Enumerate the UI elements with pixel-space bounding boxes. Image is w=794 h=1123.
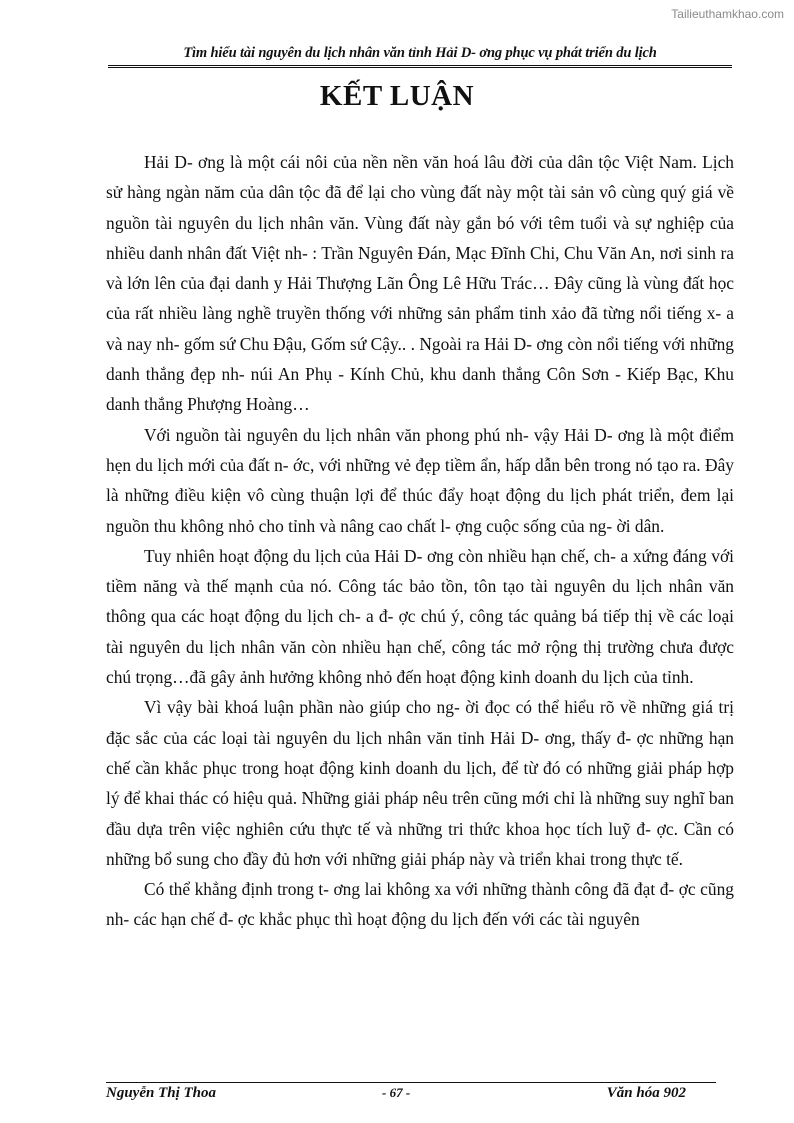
- page-footer: [106, 1085, 716, 1107]
- body-text: [106, 147, 734, 935]
- paragraph: Có thể khẳng định trong t- ơng lai không xa với những thành công đã đạt đ- ợc cũng nh- các hạn chế đ- ợc khắc phục thì hoạt động du lịch đến với các tài nguyên: [106, 879, 734, 930]
- footer-divider: [106, 1082, 716, 1083]
- footer-author: Nguyễn Thị Thoa: [106, 1085, 217, 1101]
- paragraph: Vì vậy bài khoá luận phần nào giúp cho ng- ời đọc có thể hiểu rõ về những giá trị đặc sắc của các loại tài nguyên du lịch nhân văn tỉnh Hải D- ơng, thấy đ- ợc những hạn chế cần khắc phục trong hoạt động kinh doanh du lịch, để từ đó có những giải pháp hợp lý để khai thác có hiệu quả. Những giải pháp nêu trên cũng mới chỉ là những suy nghĩ ban đầu dựa trên việc nghiên cứu thực tế và những tri thức khoa học tích luỹ đ- ợc. Cần có những bổ sung cho đầy đủ hơn với những giải pháp này và triển khai trong thực tế.: [106, 697, 734, 869]
- paragraph: Hải D- ơng là một cái nôi của nền nền văn hoá lâu đời của dân tộc Việt Nam. Lịch sử hàng ngàn năm của dân tộc đã để lại cho vùng đất này một tài sản vô cùng quý giá về nguồn tài nguyên du lịch nhân văn. Vùng đất này gắn bó với têm tuổi và sự nghiệp của nhiều danh nhân đất Việt nh- : Trần Nguyên Đán, Mạc Đĩnh Chi, Chu Văn An, nơi sinh ra và lớn lên của đại danh y Hải Thượng Lãn Ông Lê Hữu Trác… Đây cũng là vùng đất học của rất nhiều làng nghề truyền thống với những sản phẩm tinh xảo đã từng nổi tiếng x- a và nay nh- gốm sứ Chu Đậu, Gốm sứ Cậy.. . Ngoài ra Hải D- ơng còn nổi tiếng với những danh thắng đẹp nh- núi An Phụ - Kính Chủ, khu danh thắng Côn Sơn - Kiếp Bạc, Khu danh thắng Phượng Hoàng…: [106, 152, 734, 415]
- running-header: Tìm hiểu tài nguyên du lịch nhân văn tỉnh Hải D- ơng phục vụ phát triển du lịch: [108, 45, 732, 68]
- page-number: - 67 -: [382, 1085, 411, 1100]
- page-title: KẾT LUẬN: [319, 80, 475, 112]
- footer-department: Văn hóa 902: [606, 1085, 686, 1101]
- paragraph: Tuy nhiên hoạt động du lịch của Hải D- ơng còn nhiều hạn chế, ch- a xứng đáng với tiềm năng và thế mạnh của nó. Công tác bảo tồn, tôn tạo tài nguyên du lịch nhân văn thông qua các hoạt động du lịch ch- a đ- ợc chú ý, công tác quảng bá tiếp thị về các loại tài nguyên du lịch nhân văn còn nhiều hạn chế, công tác mở rộng thị trường chưa được chú trọng…đã gây ảnh hưởng không nhỏ đến hoạt động kinh doanh du lịch của tỉnh.: [106, 545, 734, 688]
- watermark: Tailieuthamkhao.com: [671, 7, 784, 21]
- paragraph: Với nguồn tài nguyên du lịch nhân văn phong phú nh- vậy Hải D- ơng là một điểm hẹn du lịch mới của đất n- ớc, với những vẻ đẹp tiềm ẩn, hấp dẫn bên trong nó tạo ra. Đây là những điều kiện vô cùng thuận lợi để thúc đẩy hoạt động du lịch phát triển, đem lại nguồn thu không nhỏ cho tỉnh và nâng cao chất l- ợng cuộc sống của ng- ời dân.: [106, 424, 734, 536]
